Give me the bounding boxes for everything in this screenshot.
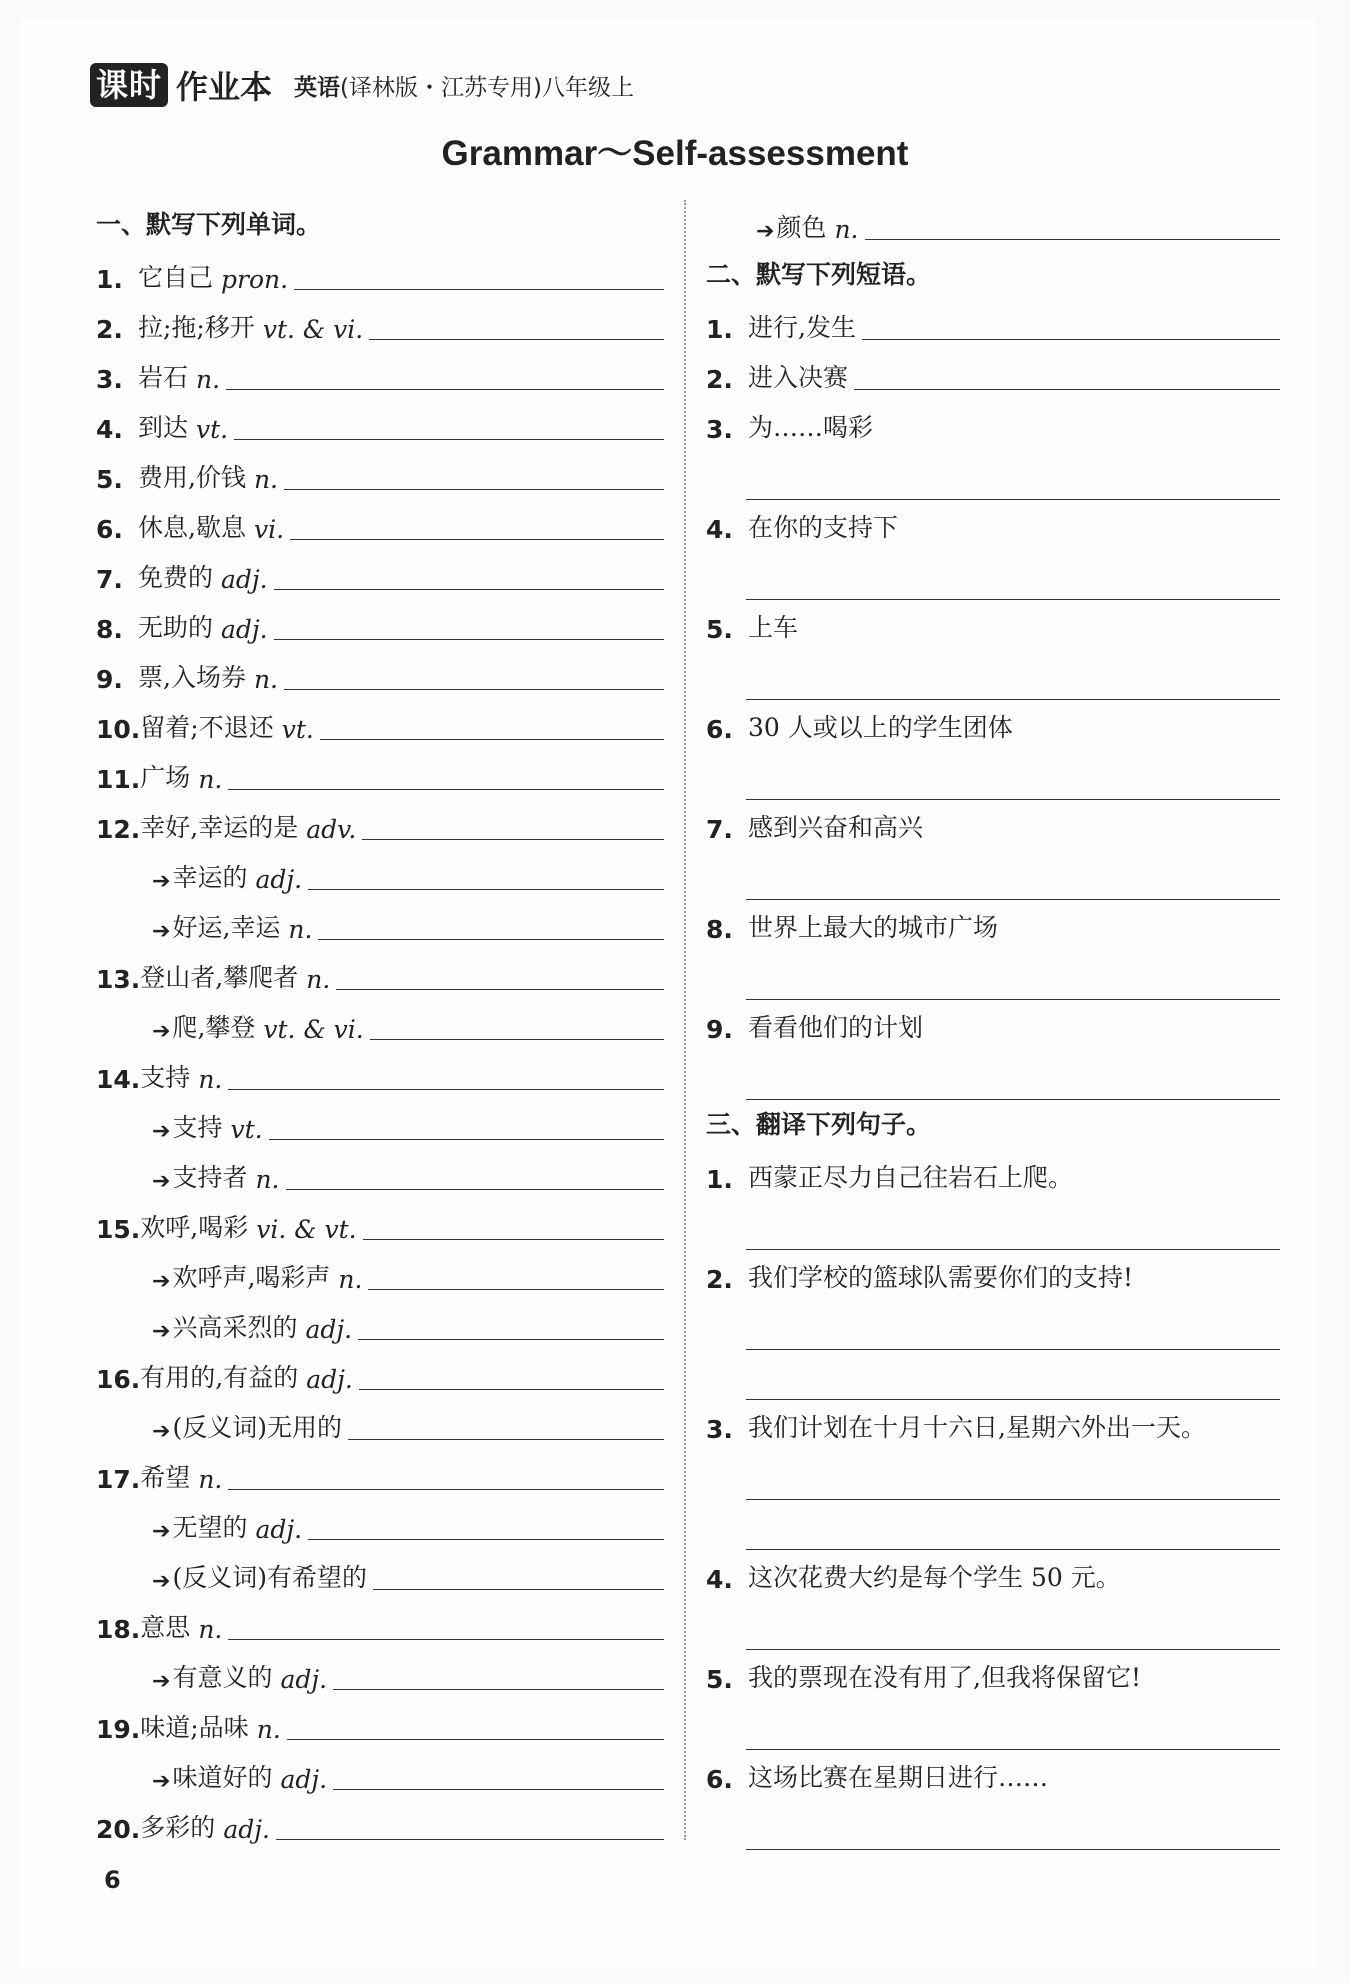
- answer-line[interactable]: [746, 650, 1280, 700]
- arrow-icon: ➔: [152, 1769, 171, 1794]
- item-number: 3.: [706, 415, 733, 444]
- word-prompt: 好运,幸运: [172, 913, 281, 942]
- arrow-icon: ➔: [152, 919, 171, 944]
- answer-line[interactable]: [746, 1700, 1280, 1750]
- arrow-icon: ➔: [152, 1419, 171, 1444]
- item-number: 3.: [706, 1415, 733, 1444]
- phrase-prompt: 30 人或以上的学生团体: [748, 713, 1013, 742]
- answer-blank[interactable]: [308, 888, 664, 890]
- word-prompt: 支持: [172, 1113, 223, 1142]
- derived-word-row: [96, 1250, 664, 1300]
- answer-blank[interactable]: [284, 688, 664, 690]
- answer-blank[interactable]: [363, 1238, 664, 1240]
- part-of-speech: pron.: [221, 265, 289, 294]
- answer-blank[interactable]: [228, 1638, 664, 1640]
- arrow-icon: ➔: [152, 1319, 171, 1344]
- logo-text: 作业本: [176, 68, 273, 106]
- part-of-speech: vt.: [196, 415, 229, 444]
- derived-word-row: [96, 900, 664, 950]
- answer-blank[interactable]: [234, 438, 664, 440]
- answer-blank[interactable]: [226, 388, 664, 390]
- word-prompt: 有用的,有益的: [140, 1363, 299, 1392]
- edition-label: (译林版・江苏专用)八年级上: [340, 74, 634, 101]
- word-prompt: 兴高采烈的: [172, 1313, 298, 1342]
- derived-word-row: [96, 1650, 664, 1700]
- part-of-speech: adj.: [280, 1665, 328, 1694]
- answer-line[interactable]: [746, 1450, 1280, 1500]
- word-prompt: 广场: [140, 763, 191, 792]
- word-prompt: 欢呼,喝彩: [140, 1213, 249, 1242]
- right-column: [706, 200, 1280, 1850]
- item-number: 6.: [96, 515, 123, 544]
- item-number: 13.: [96, 965, 141, 994]
- word-prompt: 意思: [140, 1613, 191, 1642]
- part-of-speech: vt.: [230, 1115, 263, 1144]
- word-prompt: 岩石: [138, 363, 189, 392]
- arrow-icon: ➔: [152, 1569, 171, 1594]
- phrase-prompt: 为……喝彩: [748, 413, 874, 442]
- sentence-row: [706, 1150, 1280, 1200]
- part-of-speech: vt. & vi.: [262, 315, 364, 344]
- item-number: 5.: [706, 1665, 733, 1694]
- phrase-row: [706, 600, 1280, 650]
- answer-blank[interactable]: [359, 1388, 664, 1390]
- item-number: 6.: [706, 715, 733, 744]
- part-of-speech: adj.: [255, 1515, 303, 1544]
- item-number: 2.: [706, 1265, 733, 1294]
- derived-word-row: [96, 1150, 664, 1200]
- word-prompt: 票,入场券: [138, 663, 246, 692]
- answer-blank[interactable]: [286, 1188, 664, 1190]
- part-of-speech: n.: [255, 1165, 280, 1194]
- sentence-row: [706, 1400, 1280, 1450]
- word-prompt: 爬,攀登: [172, 1013, 256, 1042]
- sentence-prompt: 这场比赛在星期日进行……: [748, 1763, 1049, 1792]
- answer-blank[interactable]: [369, 338, 664, 340]
- item-number: 12.: [96, 815, 141, 844]
- derived-word-row: [96, 1000, 664, 1050]
- word-prompt: 休息,歇息: [138, 513, 246, 542]
- item-number: 3.: [96, 365, 123, 394]
- phrase-prompt: 在你的支持下: [748, 513, 899, 542]
- book-subtitle: [294, 69, 634, 102]
- sentence-prompt: 我们计划在十月十六日,星期六外出一天。: [748, 1413, 1206, 1442]
- word-prompt: (反义词)无用的: [172, 1413, 342, 1442]
- phrase-prompt: 进入决赛: [748, 363, 849, 392]
- answer-line[interactable]: [746, 1500, 1280, 1550]
- part-of-speech: adv.: [306, 815, 357, 844]
- item-number: 10.: [96, 715, 141, 744]
- answer-blank[interactable]: [228, 1488, 664, 1490]
- arrow-icon: ➔: [152, 869, 171, 894]
- word-row: [96, 500, 664, 550]
- word-row: [96, 400, 664, 450]
- derived-word-row: [96, 1500, 664, 1550]
- answer-blank[interactable]: [274, 638, 664, 640]
- part-of-speech: vi.: [253, 515, 285, 544]
- answer-blank[interactable]: [287, 1738, 664, 1740]
- word-row: [96, 1200, 664, 1250]
- part-of-speech: n.: [198, 1065, 223, 1094]
- word-prompt: 幸运的: [172, 863, 248, 892]
- answer-blank[interactable]: [854, 388, 1280, 390]
- answer-blank[interactable]: [290, 538, 664, 540]
- word-prompt: 支持者: [172, 1163, 248, 1192]
- phrase-prompt: 进行,发生: [748, 313, 856, 342]
- item-number: 4.: [706, 515, 733, 544]
- phrase-row: [706, 900, 1280, 950]
- phrase-row: [706, 350, 1280, 400]
- part-of-speech: adj.: [305, 1315, 353, 1344]
- section-1-heading: 一、默写下列单词。: [96, 210, 322, 239]
- part-of-speech: n.: [198, 1615, 223, 1644]
- arrow-icon: ➔: [152, 1119, 171, 1144]
- word-prompt: 欢呼声,喝彩声: [172, 1263, 331, 1292]
- sentence-prompt: 西蒙正尽力自己往岩石上爬。: [748, 1163, 1074, 1192]
- word-row: [96, 750, 664, 800]
- sentence-prompt: 我们学校的篮球队需要你们的支持!: [748, 1263, 1134, 1292]
- answer-line[interactable]: [746, 1050, 1280, 1100]
- part-of-speech: n.: [253, 465, 279, 494]
- word-row: [96, 1350, 664, 1400]
- word-row: [96, 550, 664, 600]
- sentence-row: [706, 1550, 1280, 1600]
- word-row: [96, 1800, 664, 1850]
- answer-blank[interactable]: [228, 1088, 664, 1090]
- answer-blank[interactable]: [333, 1688, 664, 1690]
- part-of-speech: n.: [338, 1265, 363, 1294]
- item-number: 18.: [96, 1615, 141, 1644]
- part-of-speech: adj.: [280, 1765, 328, 1794]
- part-of-speech: adj.: [223, 1815, 270, 1844]
- part-of-speech: adj.: [221, 615, 268, 644]
- part-of-speech: adj.: [221, 565, 268, 594]
- word-row: [96, 300, 664, 350]
- part-of-speech: n.: [256, 1715, 281, 1744]
- answer-blank[interactable]: [862, 338, 1280, 340]
- part-of-speech: n.: [253, 665, 279, 694]
- answer-blank[interactable]: [274, 588, 664, 590]
- derived-word-row: [96, 1300, 664, 1350]
- answer-blank[interactable]: [368, 1288, 664, 1290]
- word-row: [96, 1050, 664, 1100]
- item-number: 19.: [96, 1715, 141, 1744]
- answer-line[interactable]: [746, 950, 1280, 1000]
- part-of-speech: adj.: [306, 1365, 353, 1394]
- answer-blank[interactable]: [333, 1788, 664, 1790]
- part-of-speech: n.: [288, 915, 313, 944]
- item-number: 9.: [96, 665, 123, 694]
- word-prompt: 拉;拖;移开: [138, 313, 255, 342]
- item-number: 16.: [96, 1365, 141, 1394]
- phrase-row: [706, 500, 1280, 550]
- item-number: 1.: [96, 265, 123, 294]
- item-number: 7.: [706, 815, 733, 844]
- answer-blank[interactable]: [358, 1338, 664, 1340]
- word-prompt: 颜色: [776, 213, 827, 242]
- word-prompt: 支持: [140, 1063, 191, 1092]
- item-number: 1.: [706, 1165, 733, 1194]
- answer-line[interactable]: [746, 450, 1280, 500]
- answer-blank[interactable]: [269, 1138, 664, 1140]
- part-of-speech: n.: [306, 965, 331, 994]
- answer-blank[interactable]: [362, 838, 664, 840]
- arrow-icon: ➔: [756, 219, 775, 244]
- answer-blank[interactable]: [318, 938, 664, 940]
- part-of-speech: n.: [834, 215, 859, 244]
- word-prompt: 希望: [140, 1463, 191, 1492]
- sentence-prompt: 我的票现在没有用了,但我将保留它!: [748, 1663, 1141, 1692]
- column-divider: [684, 200, 686, 1840]
- item-number: 20.: [96, 1815, 141, 1844]
- subject-label: 英语: [294, 74, 341, 101]
- answer-line[interactable]: [746, 750, 1280, 800]
- word-prompt: 幸好,幸运的是: [140, 813, 299, 842]
- item-number: 4.: [96, 415, 123, 444]
- logo-box: 课时: [90, 63, 168, 107]
- answer-blank[interactable]: [865, 238, 1280, 240]
- answer-line[interactable]: [746, 1200, 1280, 1250]
- word-row: [96, 1600, 664, 1650]
- word-row: [96, 650, 664, 700]
- arrow-icon: ➔: [152, 1169, 171, 1194]
- word-row: [96, 1450, 664, 1500]
- arrow-icon: ➔: [152, 1519, 171, 1544]
- answer-blank[interactable]: [336, 988, 664, 990]
- phrase-prompt: 世界上最大的城市广场: [748, 913, 999, 942]
- sentence-prompt: 这次花费大约是每个学生 50 元。: [748, 1563, 1121, 1592]
- item-number: 15.: [96, 1215, 141, 1244]
- part-of-speech: vi. & vt.: [256, 1215, 357, 1244]
- item-number: 7.: [96, 565, 123, 594]
- derived-word-row: [96, 1550, 664, 1600]
- sentence-row: [706, 1250, 1280, 1300]
- word-row: [96, 250, 664, 300]
- part-of-speech: n.: [198, 1465, 223, 1494]
- word-prompt: 无助的: [138, 613, 214, 642]
- item-number: 5.: [96, 465, 123, 494]
- part-of-speech: vt.: [281, 715, 314, 744]
- answer-line[interactable]: [746, 1800, 1280, 1850]
- item-number: 2.: [706, 365, 733, 394]
- sentence-row: [706, 1750, 1280, 1800]
- section-2-heading: 二、默写下列短语。: [706, 260, 932, 289]
- sentence-row: [706, 1650, 1280, 1700]
- phrase-row: [706, 400, 1280, 450]
- item-number: 17.: [96, 1465, 141, 1494]
- phrase-prompt: 看看他们的计划: [748, 1013, 924, 1042]
- part-of-speech: adj.: [255, 865, 303, 894]
- word-prompt: 免费的: [138, 563, 214, 592]
- item-number: 5.: [706, 615, 733, 644]
- derived-word-row: [706, 200, 1280, 250]
- answer-line[interactable]: [746, 1350, 1280, 1400]
- answer-line[interactable]: [746, 1300, 1280, 1350]
- answer-blank[interactable]: [276, 1838, 664, 1840]
- left-column: [96, 200, 664, 1850]
- part-of-speech: n.: [198, 765, 223, 794]
- word-prompt: 有意义的: [172, 1663, 273, 1692]
- word-row: [96, 950, 664, 1000]
- phrase-row: [706, 700, 1280, 750]
- answer-line[interactable]: [746, 850, 1280, 900]
- item-number: 1.: [706, 315, 733, 344]
- item-number: 4.: [706, 1565, 733, 1594]
- word-prompt: 留着;不退还: [140, 713, 274, 742]
- answer-blank[interactable]: [294, 288, 664, 290]
- part-of-speech: vt. & vi.: [263, 1015, 364, 1044]
- phrase-row: [706, 800, 1280, 850]
- item-number: 2.: [96, 315, 123, 344]
- item-number: 11.: [96, 765, 141, 794]
- brand-logo: [90, 62, 272, 108]
- word-row: [96, 700, 664, 750]
- word-prompt: 无望的: [172, 1513, 248, 1542]
- answer-line[interactable]: [746, 1600, 1280, 1650]
- answer-blank[interactable]: [284, 488, 664, 490]
- derived-word-row: [96, 1750, 664, 1800]
- page-title: Grammar～Self-assessment: [441, 134, 909, 173]
- item-number: 9.: [706, 1015, 733, 1044]
- section-3-heading: 三、翻译下列句子。: [706, 1110, 932, 1139]
- answer-blank[interactable]: [370, 1038, 664, 1040]
- phrase-prompt: 感到兴奋和高兴: [748, 813, 924, 842]
- answer-blank[interactable]: [228, 788, 664, 790]
- word-prompt: 味道;品味: [140, 1713, 249, 1742]
- page-number: 6: [104, 1866, 121, 1894]
- answer-blank[interactable]: [320, 738, 664, 740]
- derived-word-row: [96, 1400, 664, 1450]
- answer-line[interactable]: [746, 550, 1280, 600]
- word-prompt: (反义词)有希望的: [172, 1563, 367, 1592]
- phrase-row: [706, 1000, 1280, 1050]
- item-number: 8.: [96, 615, 123, 644]
- item-number: 8.: [706, 915, 733, 944]
- word-prompt: 到达: [138, 413, 189, 442]
- word-row: [96, 450, 664, 500]
- word-row: [96, 800, 664, 850]
- answer-blank[interactable]: [308, 1538, 664, 1540]
- answer-blank[interactable]: [373, 1588, 664, 1590]
- word-prompt: 味道好的: [172, 1763, 273, 1792]
- part-of-speech: n.: [196, 365, 221, 394]
- arrow-icon: ➔: [152, 1269, 171, 1294]
- answer-blank[interactable]: [348, 1438, 664, 1440]
- word-row: [96, 1700, 664, 1750]
- item-number: 6.: [706, 1765, 733, 1794]
- word-prompt: 它自己: [138, 263, 214, 292]
- word-prompt: 费用,价钱: [138, 463, 246, 492]
- item-number: 14.: [96, 1065, 141, 1094]
- derived-word-row: [96, 850, 664, 900]
- derived-word-row: [96, 1100, 664, 1150]
- word-row: [96, 350, 664, 400]
- arrow-icon: ➔: [152, 1669, 171, 1694]
- phrase-row: [706, 300, 1280, 350]
- word-row: [96, 600, 664, 650]
- page-header: [90, 60, 634, 110]
- phrase-prompt: 上车: [748, 613, 799, 642]
- word-prompt: 多彩的: [140, 1813, 216, 1842]
- word-prompt: 登山者,攀爬者: [140, 963, 299, 992]
- arrow-icon: ➔: [152, 1019, 171, 1044]
